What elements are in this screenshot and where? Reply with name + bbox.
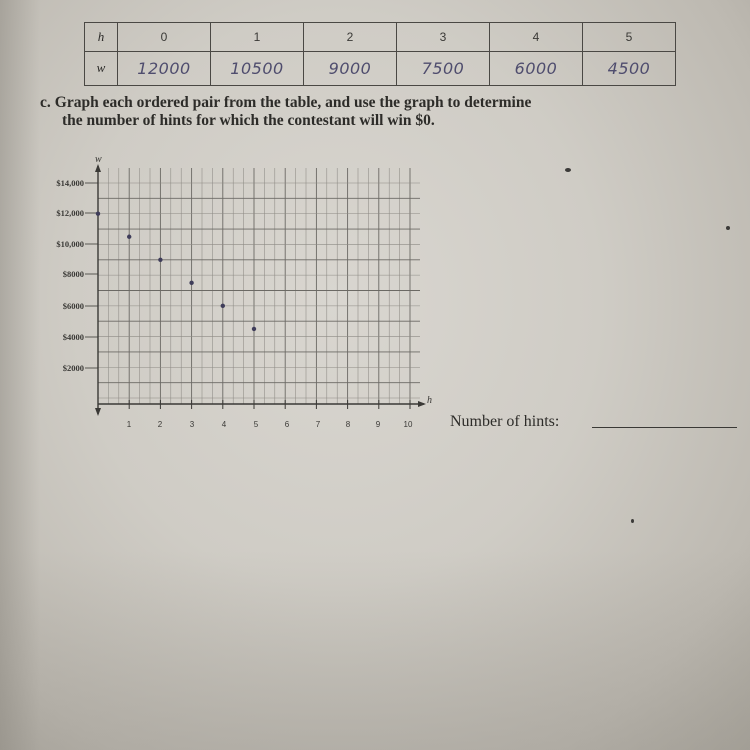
x-tick-label: 5 [253,420,259,429]
y-tick-label: $14,000 [56,178,84,188]
w-value-cell[interactable]: 4500 [583,51,676,85]
graph-grid [98,168,420,409]
y-tick-label: $10,000 [56,239,84,249]
y-axis-arrow-down [95,408,101,416]
y-tick-label: $12,000 [56,208,84,218]
w-value-cell[interactable]: 7500 [397,51,490,85]
h-value-cell: 5 [583,23,676,52]
x-tick-label: 6 [284,420,290,429]
data-point [189,281,193,285]
x-tick-label: 9 [375,420,381,429]
x-axis-arrow-right [418,401,426,407]
data-point [127,235,131,239]
w-value-cell[interactable]: 6000 [490,51,583,85]
data-point [158,258,162,262]
x-tick-label: 3 [189,420,195,429]
y-tick-label: $4000 [62,332,84,342]
y-tick-label: $2000 [62,363,84,373]
h-value-cell: 4 [490,23,583,52]
pencil-mark [565,168,571,172]
question-line-2: the number of hints for which the contestant will win $0. [62,112,435,129]
question-line-1: Graph each ordered pair from the table, and use the graph to determine [54,94,532,111]
y-tick-label: $8000 [62,269,84,279]
y-tick-label: $6000 [62,301,84,311]
w-value-cell[interactable]: 10500 [211,51,304,85]
data-point [96,212,100,216]
y-tick-dashes [85,183,98,368]
x-tick-labels [127,420,413,429]
question-label: c. [40,94,51,111]
y-tick-labels [56,178,84,373]
h-value-cell: 2 [304,23,397,52]
pencil-mark [726,226,730,230]
h-value-cell: 1 [211,23,304,52]
x-tick-label: 8 [345,420,351,429]
x-tick-label: 7 [315,420,321,429]
x-tick-label: 2 [157,420,163,429]
pencil-mark [631,519,634,523]
x-tick-label: 10 [403,420,413,429]
x-tick-label: 1 [126,420,132,429]
w-value-cell[interactable]: 12000 [118,51,211,85]
row-header-h: h [85,23,118,52]
graph-axes [95,154,432,416]
x-axis-variable-label: h [427,395,432,406]
h-value-cell: 0 [118,23,211,52]
y-axis-variable-label: w [95,154,102,165]
data-point [221,304,225,308]
x-tick-label: 4 [221,420,227,429]
w-value-cell[interactable]: 9000 [304,51,397,85]
h-value-cell: 3 [397,23,490,52]
y-axis-arrow-up [95,164,101,172]
data-point [252,327,256,331]
number-of-hints-label: Number of hints: [450,413,560,430]
number-of-hints-answer-line[interactable] [592,427,737,428]
row-header-w: w [85,51,118,85]
